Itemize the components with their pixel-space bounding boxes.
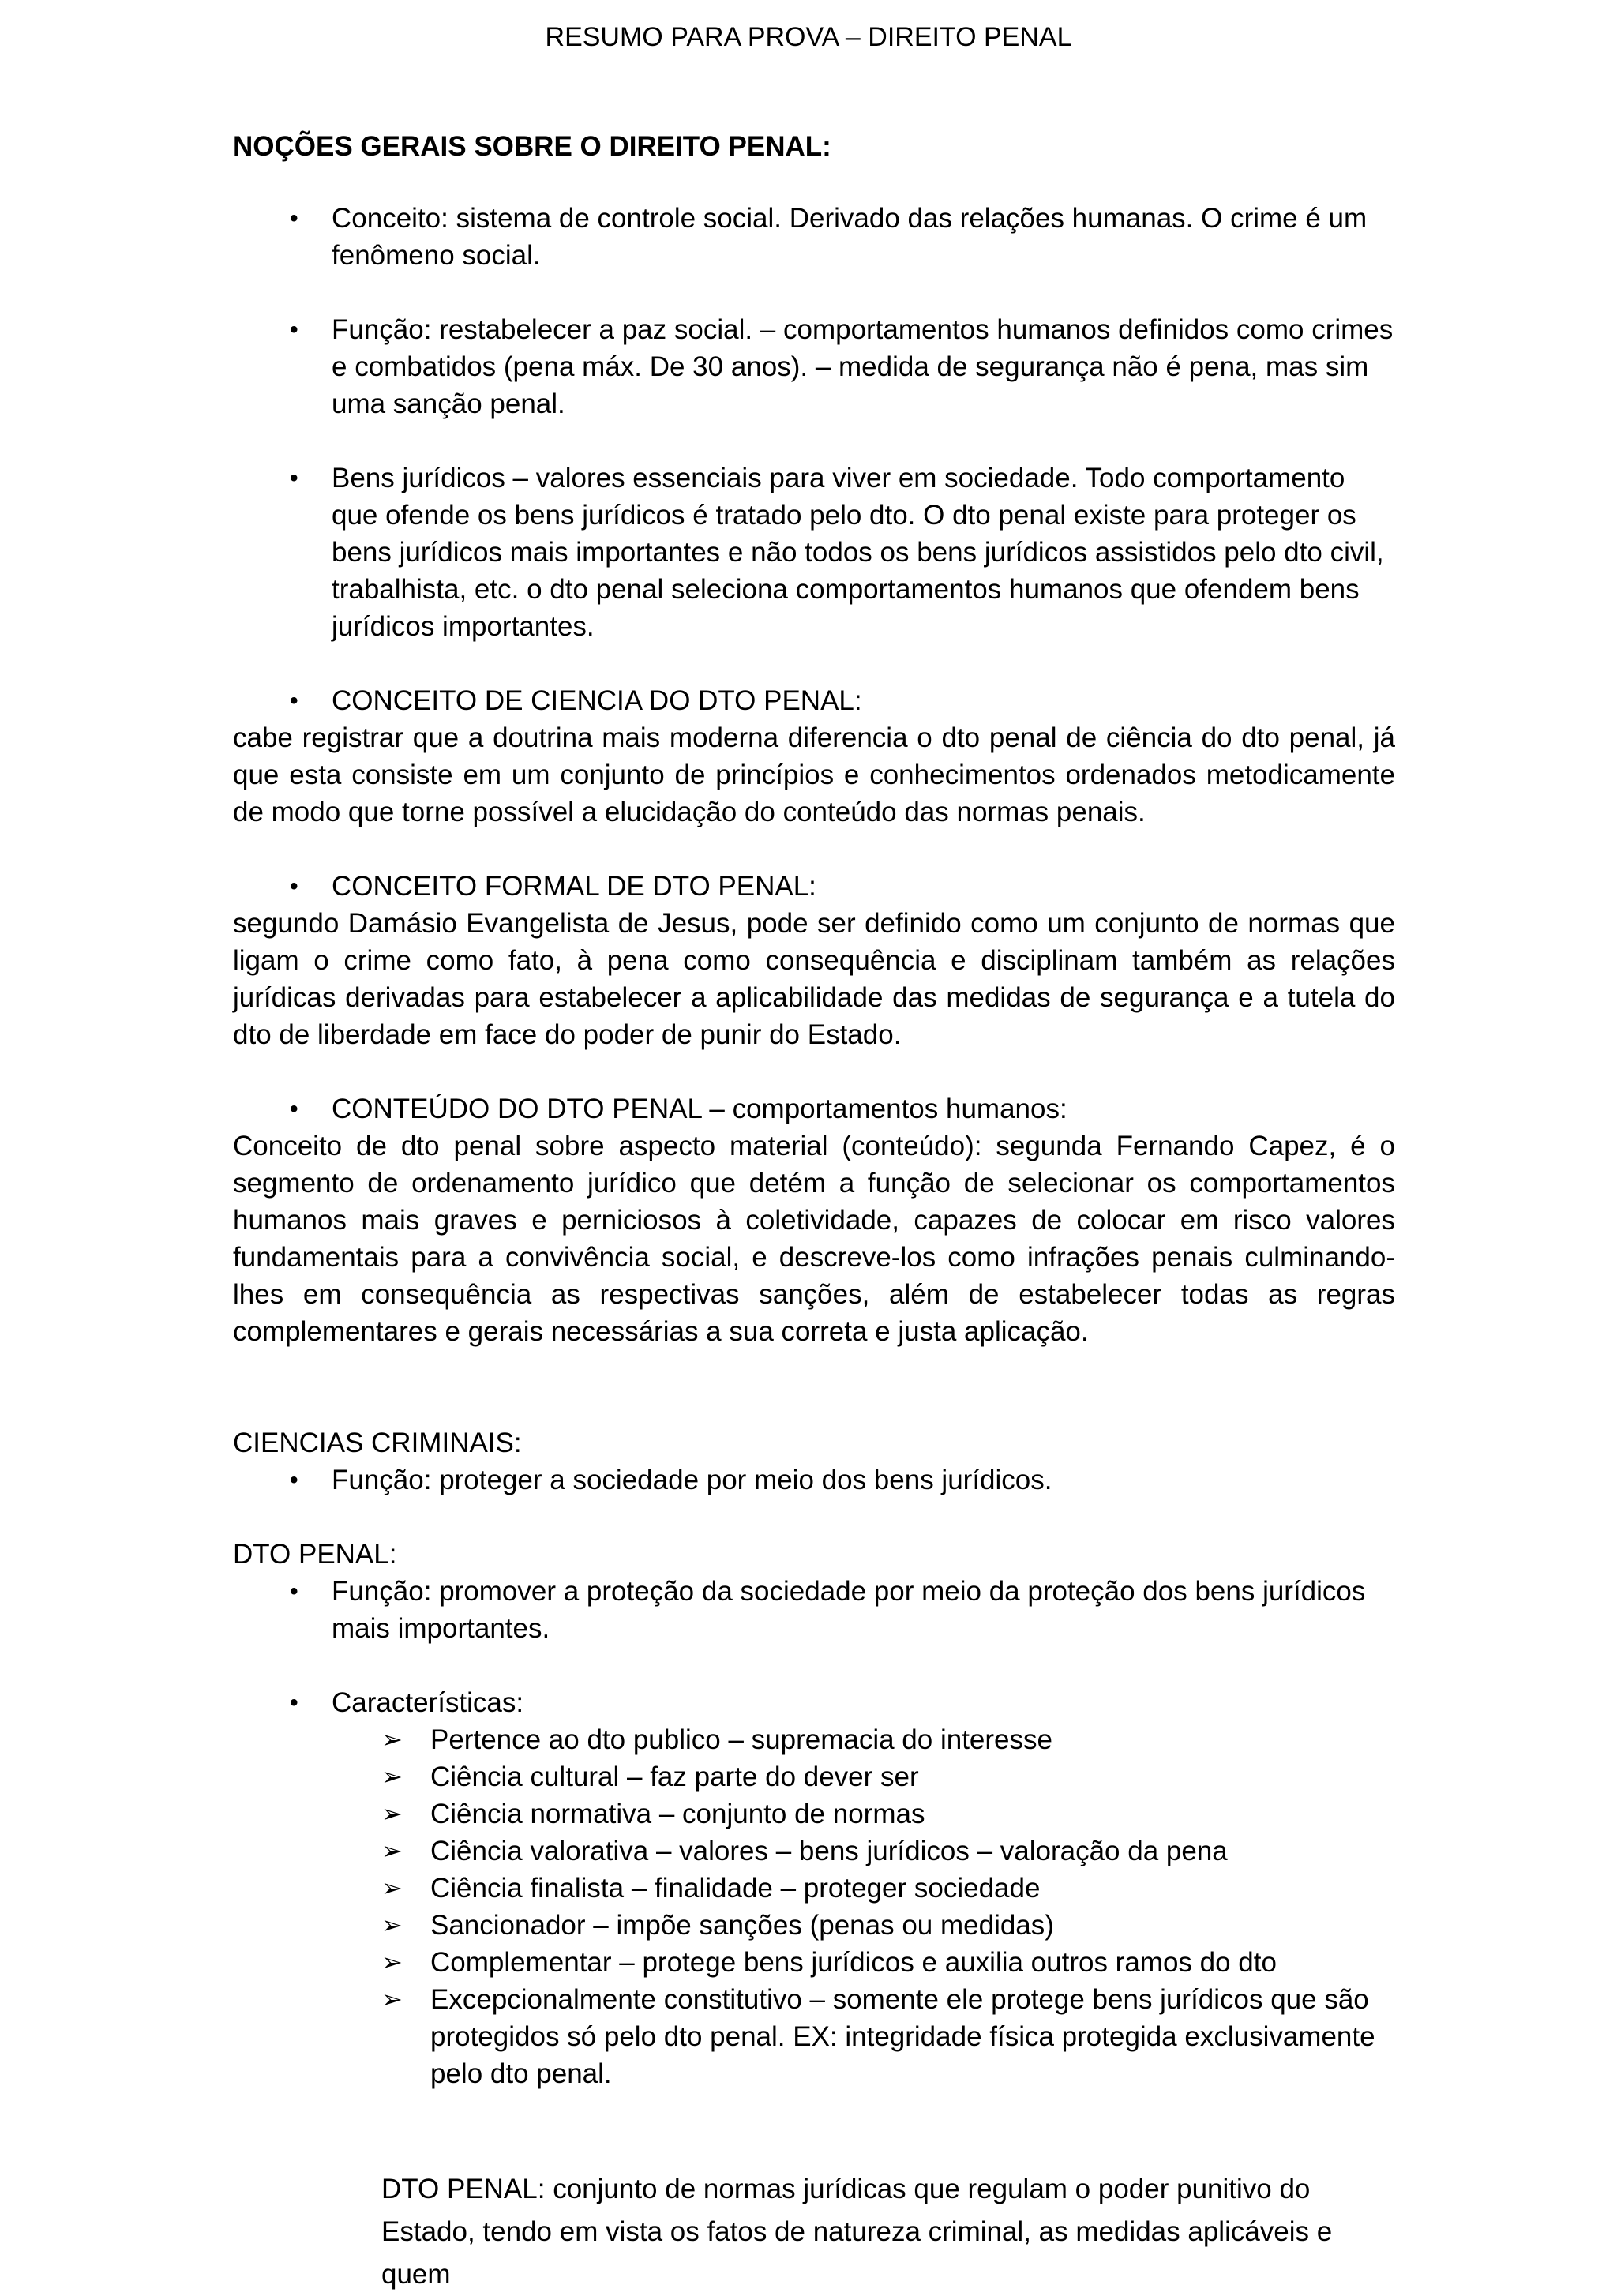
arrow-item-text: Ciência cultural – faz parte do dever ser <box>430 1761 919 1792</box>
bullet-icon: • <box>290 1578 298 1604</box>
bullet-icon: • <box>290 1096 298 1122</box>
arrow-item-text: Ciência finalista – finalidade – proteger sociedade <box>430 1873 1041 1904</box>
dto-penal-label: DTO PENAL: <box>233 1539 397 1570</box>
concept-heading <box>233 1090 1395 1127</box>
bullet-icon: • <box>290 465 298 491</box>
concept-block <box>233 868 1395 1053</box>
bullet-icon: • <box>290 1467 298 1493</box>
page-header: RESUMO PARA PROVA – DIREITO PENAL <box>545 22 1072 52</box>
concept-block <box>233 682 1395 831</box>
section-title: NOÇÕES GERAIS SOBRE O DIREITO PENAL: <box>233 131 831 162</box>
arrow-item <box>233 1870 1395 1907</box>
arrow-item <box>233 1981 1395 2092</box>
ciencias-criminais-label: CIENCIAS CRIMINAIS: <box>233 1427 522 1458</box>
general-notions-list <box>233 200 1395 645</box>
arrow-item <box>233 1795 1395 1833</box>
bullet-text: Características: <box>332 1687 524 1718</box>
concept-heading <box>233 868 1395 905</box>
ciencias-list <box>233 1461 1395 1499</box>
concept-paragraph: segundo Damásio Evangelista de Jesus, pode ser definido como um conjunto de normas que ligam o crime como fato, à pena como consequência e disciplinam também as relações jurídicas derivadas para estabelecer a aplicabilidade das medidas de segurança e a tutela do dto de liberdade em face do poder de punir do Estado. <box>233 908 1395 1050</box>
arrow-bullet-icon: ➢ <box>381 1799 403 1828</box>
bullet-text: Função: proteger a sociedade por meio dos bens jurídicos. <box>332 1465 1052 1495</box>
concept-heading-text: CONTEÚDO DO DTO PENAL – comportamentos humanos: <box>332 1094 1067 1124</box>
bullet-icon: • <box>290 1690 298 1716</box>
arrow-item-text: Sancionador – impõe sanções (penas ou medidas) <box>430 1910 1054 1941</box>
list-item <box>233 1461 1395 1499</box>
arrow-item-text: Ciência normativa – conjunto de normas <box>430 1799 925 1829</box>
bullet-text: Conceito: sistema de controle social. Derivado das relações humanas. O crime é um fenômeno social. <box>332 203 1368 271</box>
list-item <box>233 460 1395 645</box>
bullet-icon: • <box>290 205 298 231</box>
list-item <box>233 311 1395 422</box>
final-paragraph: DTO PENAL: conjunto de normas jurídicas que regulam o poder punitivo do Estado, tendo em vista os fatos de natureza criminal, as medidas aplicáveis e quem <box>381 2174 1333 2290</box>
arrow-bullet-icon: ➢ <box>381 1762 403 1791</box>
bullet-text: Função: restabelecer a paz social. – comportamentos humanos definidos como crimes e combatidos (pena máx. De 30 anos). – medida de segurança não é pena, mas sim uma sanção penal. <box>332 314 1394 419</box>
concept-paragraph: cabe registrar que a doutrina mais moderna diferencia o dto penal de ciência do dto penal, já que esta consiste em um conjunto de princípios e conhecimentos ordenados metodicamente de modo que torne possível a elucidação do conteúdo das normas penais. <box>233 722 1395 827</box>
list-item <box>233 200 1395 274</box>
concept-block <box>233 1090 1395 1350</box>
arrow-item-text: Ciência valorativa – valores – bens jurídicos – valoração da pena <box>430 1836 1228 1866</box>
arrow-bullet-icon: ➢ <box>381 1836 403 1865</box>
arrow-bullet-icon: ➢ <box>381 1725 403 1754</box>
bullet-text: Bens jurídicos – valores essenciais para viver em sociedade. Todo comportamento que ofende os bens jurídicos é tratado pelo dto. O dto penal existe para proteger os bens jurídicos mais importantes e não todos os bens jurídicos assistidos pelo dto civil, trabalhista, etc. o dto penal seleciona comportamentos humanos que ofendem bens jurídicos importantes. <box>332 463 1384 642</box>
arrow-bullet-icon: ➢ <box>381 1911 403 1939</box>
bullet-icon: • <box>290 873 298 899</box>
spacer <box>233 1387 1395 1424</box>
dto-penal-list <box>233 1573 1395 1721</box>
arrow-bullet-icon: ➢ <box>381 1948 403 1976</box>
list-item <box>233 1573 1395 1647</box>
concept-heading <box>233 682 1395 719</box>
arrow-item-text: Complementar – protege bens jurídicos e auxilia outros ramos do dto <box>430 1947 1277 1978</box>
list-item <box>233 1684 1395 1721</box>
concept-heading-text: CONCEITO FORMAL DE DTO PENAL: <box>332 871 816 902</box>
concept-paragraph: Conceito de dto penal sobre aspecto material (conteúdo): segunda Fernando Capez, é o segmento de ordenamento jurídico que detém a função de selecionar os comportamentos humanos mais graves e perniciosos à coletividade, capazes de colocar em risco valores fundamentais para a convivência social, e descreve-los como infrações penais culminando-lhes em consequência as respectivas sanções, além de estabelecer todas as regras complementares e gerais necessárias a sua correta e justa aplicação. <box>233 1131 1395 1347</box>
bullet-text: Função: promover a proteção da sociedade por meio da proteção dos bens jurídicos mais importantes. <box>332 1576 1366 1644</box>
arrow-item <box>233 1833 1395 1870</box>
arrow-item <box>233 1758 1395 1795</box>
arrow-item <box>233 1944 1395 1981</box>
document-body <box>233 128 1395 2296</box>
arrow-item-text: Pertence ao dto publico – supremacia do interesse <box>430 1724 1052 1755</box>
caracteristicas-list <box>233 1721 1395 2092</box>
arrow-bullet-icon: ➢ <box>381 1874 403 1902</box>
concept-heading-text: CONCEITO DE CIENCIA DO DTO PENAL: <box>332 685 862 716</box>
arrow-bullet-icon: ➢ <box>381 1985 403 2013</box>
arrow-item-text: Excepcionalmente constitutivo – somente ele protege bens jurídicos que são protegidos só pelo dto penal. EX: integridade física protegida exclusivamente pelo dto penal. <box>430 1984 1375 2089</box>
arrow-item <box>233 1721 1395 1758</box>
bullet-icon: • <box>290 317 298 343</box>
arrow-item <box>233 1907 1395 1944</box>
bullet-icon: • <box>290 688 298 714</box>
